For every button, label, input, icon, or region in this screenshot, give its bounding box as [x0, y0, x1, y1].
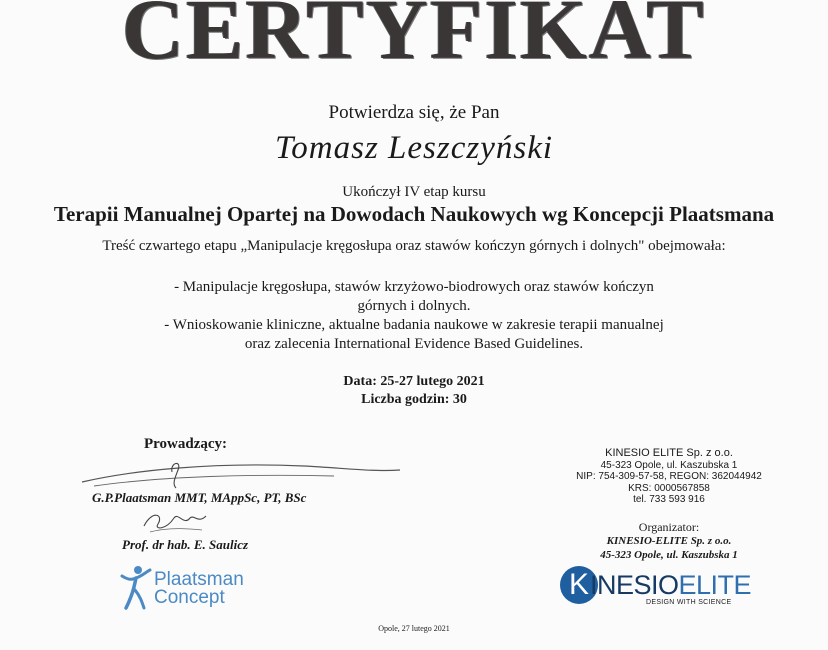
company-name: KINESIO ELITE Sp. z o.o. [605, 447, 733, 459]
content-item-line: oraz zalecenia International Evidence Based Guidelines. [244, 336, 584, 352]
organizer-label: Organizator: [638, 520, 700, 534]
instructor-name: G.P.Plaatsman MMT, MAppSc, PT, BSc [92, 490, 307, 505]
completed-text: Ukończył IV etap kursu [342, 184, 486, 200]
kinesio-logo-word-part: ELITE [678, 570, 752, 600]
plaatsman-figure-icon [118, 562, 152, 612]
confirmation-text: Potwierdza się, że Pan [328, 102, 500, 123]
issue-place-date: Opole, 27 lutego 2021 [378, 624, 450, 633]
content-item-line: - Manipulacje kręgosłupa, stawów krzyżowo-biodrowych oraz stawów kończyn [174, 279, 654, 295]
instructors-label: Prowadzący: [144, 436, 228, 452]
plaatsman-logo-line: Plaatsman [154, 569, 244, 590]
plaatsman-concept-logo [118, 562, 258, 612]
kinesio-logo-letter: K [560, 566, 598, 604]
course-name: Terapii Manualnej Opartej na Dowodach Naukowych wg Koncepcji Plaatsmana [53, 202, 775, 226]
organizer-address: 45-323 Opole, ul. Kaszubska 1 [600, 549, 738, 561]
company-krs: KRS: 0000567858 [628, 482, 710, 494]
company-stamp [556, 448, 782, 506]
organizer-block [556, 520, 782, 562]
signature-plaatsman [74, 452, 404, 492]
company-address: 45-323 Opole, ul. Kaszubska 1 [600, 459, 738, 471]
signature-saulicz [140, 504, 210, 536]
kinesio-logo-tagline: DESIGN WITH SCIENCE [646, 599, 732, 606]
company-phone: tel. 733 593 916 [633, 494, 705, 505]
content-item [0, 316, 828, 354]
organizer-name: KINESIO-ELITE Sp. z o.o. [606, 535, 732, 547]
recipient-name: Tomasz Leszczyński [274, 130, 554, 166]
kinesio-logo-word-part: INESIO [590, 570, 679, 600]
kinesio-logo-word [590, 570, 751, 600]
content-intro: Treść czwartego etapu „Manipulacje kręgosłupa oraz stawów kończyn górnych i dolnych" obejmowała: [102, 238, 726, 254]
course-hours: Liczba godzin: 30 [361, 392, 467, 407]
plaatsman-logo-line: Concept [154, 587, 225, 608]
content-item-line: - Wnioskowanie kliniczne, aktualne badania naukowe w zakresie terapii manualnej [164, 317, 664, 333]
content-item [0, 278, 828, 316]
content-item-line: górnych i dolnych. [357, 298, 471, 314]
kinesio-elite-logo [560, 566, 752, 610]
company-nip-regon: NIP: 754-309-57-58, REGON: 362044942 [576, 471, 762, 482]
instructor-name: Prof. dr hab. E. Saulicz [122, 537, 249, 552]
certificate-title: CERTYFIKAT [122, 0, 706, 77]
course-date: Data: 25-27 lutego 2021 [343, 374, 485, 389]
